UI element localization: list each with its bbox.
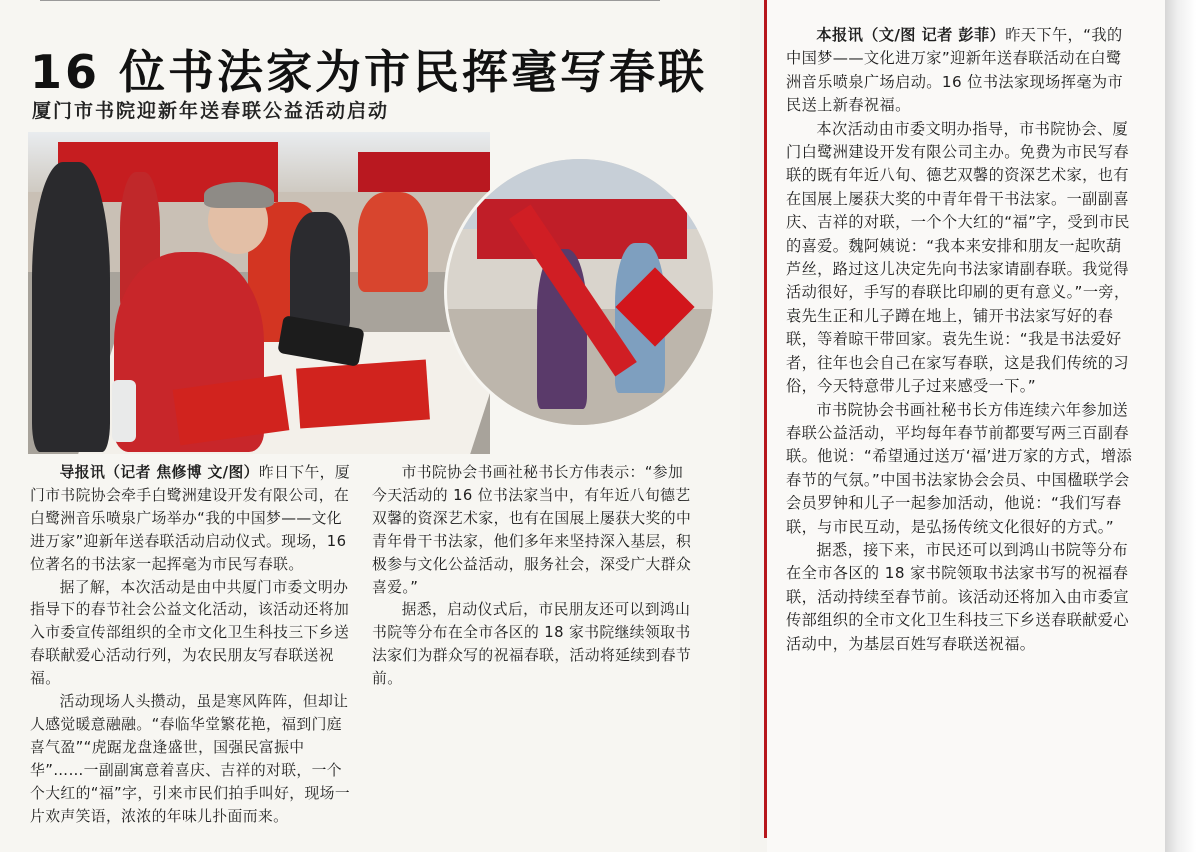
- inset-circular-photo: [444, 156, 716, 428]
- paragraph: 活动现场人头攒动，虽是寒风阵阵，但却让人感觉暖意融融。“春临华堂繁花艳，福到门庭喜气盈”“虎踞龙盘逢盛世，国强民富振中华”……一副副寓意着喜庆、吉祥的对联，一个个大红的“福”字，引来市民们拍手叫好，现场一片欢声笑语，浓浓的年味儿扑面而来。: [30, 693, 351, 825]
- paragraph: 据了解，本次活动是由中共厦门市委文明办指导下的春节社会公益文化活动，该活动还将加入市委宣传部组织的全市文化卫生科技三下乡送春联献爱心活动行列，为农民朋友写春联送祝福。: [30, 578, 350, 688]
- byline: 导报讯（记者 焦修博 文/图）: [59, 464, 259, 481]
- paragraph: 据悉，接下来，市民还可以到鸿山书院等分布在全市各区的 18 家书院领取书法家书写的祝福春联，活动持续至春节前。该活动还将加入由市委宣传部组织的全市文化卫生科技三下乡送春联献爱心活动中，为基层百姓写春联送祝福。: [786, 540, 1129, 653]
- red-couplet-paper: [296, 360, 430, 429]
- byline: 本报讯（文/图 记者 彭菲）: [816, 26, 1006, 44]
- article-column-2: [372, 462, 694, 691]
- article-column-1: [30, 462, 352, 829]
- paragraph: 昨天下午，“我的中国梦——文化进万家”迎新年送春联活动在白鹭洲音乐喷泉广场启动。16 位书法家现场挥毫为市民送上新春祝福。: [786, 26, 1124, 115]
- paragraph: 本次活动由市委文明办指导，市书院协会、厦门白鹭洲建设开发有限公司主办。免费为市民写春联的既有年近八旬、德艺双馨的资深艺术家，也有在国展上屡获大奖的中青年骨干书法家。一副副喜庆、吉祥的对联，一个个大红的“福”字，受到市民的喜爱。魏阿姨说：“我本来安排和朋友一起吹葫芦丝，路过这儿决定先向书法家请副春联。我觉得活动很好，手写的春联比印刷的更有意义。”一旁，袁先生正和儿子蹲在地上，铺开书法家写好的春联，等着晾干带回家。袁先生说：“我是书法爱好者，往年也会自己在家写春联，这是我们传统的习俗，今天特意带儿子过来感受一下。”: [786, 119, 1130, 396]
- paragraph: 市书院协会书画社秘书长方伟连续六年参加送春联公益活动，平均每年春节前都要写两三百副春联。他说：“希望通过送万‘福’进万家的方式，增添春节的气氛。”中国书法家协会会员、中国楹联学会会员罗钟和儿子一起参加活动，他说：“我们写春联，与市民互动，是弘扬传统文化很好的方式。”: [786, 400, 1133, 536]
- column-divider: [764, 0, 767, 838]
- paragraph: 据悉，启动仪式后，市民朋友还可以到鸿山书院等分布在全市各区的 18 家书院继续领取书法家们为群众写的祝福春联，活动将延续到春节前。: [372, 601, 692, 688]
- page-edge-shadow: [1165, 0, 1196, 852]
- page-top-edge: [40, 0, 660, 7]
- article-column-3: [786, 24, 1136, 656]
- headline: 16 位书法家为市民挥毫写春联: [30, 45, 708, 99]
- paragraph: 昨日下午，厦门市书院协会牵手白鹭洲建设开发有限公司，在白鹭洲音乐喷泉广场举办“我的中国梦——文化进万家”迎新年送春联活动启动仪式。现场，16 位著名的书法家一起挥毫为市民写春联。: [30, 464, 351, 573]
- subheadline: 厦门市书院迎新年送春联公益活动启动: [32, 100, 390, 122]
- paragraph: 市书院协会书画社秘书长方伟表示：“参加今天活动的 16 位书法家当中，有年近八旬德艺双馨的资深艺术家，也有在国展上屡获大奖的中青年骨干书法家，他们多年来坚持深入基层，积极参与文化公益活动，服务社会，深受广大群众喜爱。”: [372, 464, 692, 596]
- main-photo: [28, 132, 490, 454]
